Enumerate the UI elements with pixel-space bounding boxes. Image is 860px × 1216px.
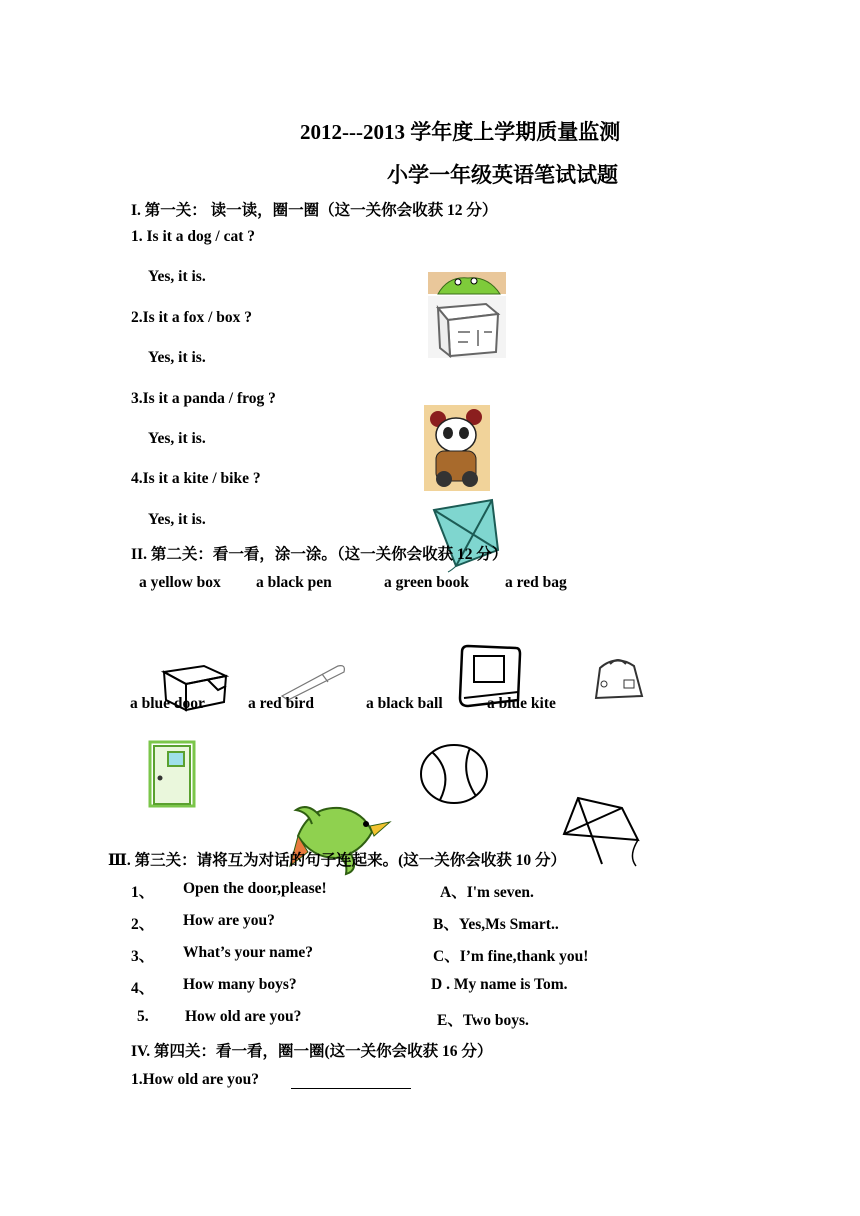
section-3-heading: Ⅲ. 第三关：请将互为对话的句子连起来。(这一关你会收获 10 分）	[108, 852, 567, 869]
match-left-2: How are you?	[183, 912, 275, 929]
color-label-6: a red bird	[248, 695, 315, 712]
color-label-7: a black ball	[366, 695, 443, 712]
bag-outline-icon	[586, 654, 652, 704]
panda-image	[424, 405, 490, 491]
color-label-2: a black pen	[256, 574, 332, 591]
answer-1: Yes, it is.	[148, 268, 206, 285]
page-title: 2012---2013 学年度上学期质量监测	[300, 120, 621, 144]
match-left-1: Open the door,please!	[183, 880, 327, 897]
section-4-heading: IV. 第四关：看一看，圈一圈(这一关你会收获 16 分）	[131, 1043, 493, 1060]
match-left-num-1: 1、	[131, 884, 155, 901]
pen-outline-icon	[276, 660, 350, 700]
match-right-3: C、I’m fine,thank you!	[433, 948, 589, 965]
box-image	[428, 296, 506, 358]
question-2: 2.Is it a fox / box ?	[131, 309, 252, 326]
question-4: 4.Is it a kite / bike ?	[131, 470, 261, 487]
match-right-2: B、Yes,Ms Smart..	[433, 916, 559, 933]
frog-image	[428, 272, 506, 294]
match-left-num-2: 2、	[131, 916, 155, 933]
color-label-3: a green book	[384, 574, 469, 591]
ball-outline-icon	[418, 742, 492, 806]
color-label-5: a blue door	[130, 695, 205, 712]
answer-2: Yes, it is.	[148, 349, 206, 366]
door-image	[146, 740, 198, 808]
section-1-heading: I. 第一关： 读一读，圈一圈（这一关你会收获 12 分）	[131, 202, 498, 219]
match-right-1: A、I'm seven.	[440, 884, 534, 901]
color-label-8: a blue kite	[487, 695, 556, 712]
question-3: 3.Is it a panda / frog ?	[131, 390, 276, 407]
match-left-num-4: 4、	[131, 980, 155, 997]
match-left-4: How many boys?	[183, 976, 297, 993]
match-left-3: What’s your name?	[183, 944, 314, 961]
answer-4: Yes, it is.	[148, 511, 206, 528]
answer-3: Yes, it is.	[148, 430, 206, 447]
section-4-question-1-text: 1.How old are you?	[131, 1071, 260, 1088]
section-4-question-1	[131, 1071, 411, 1089]
match-left-num-5: 5.	[137, 1008, 149, 1025]
color-label-1: a yellow box	[139, 574, 221, 591]
match-left-5: How old are you?	[185, 1008, 302, 1025]
color-label-4: a red bag	[505, 574, 567, 591]
match-right-4: D . My name is Tom.	[431, 976, 568, 993]
match-right-5: E、Two boys.	[437, 1012, 529, 1029]
kite-outline-icon	[558, 790, 644, 870]
answer-blank[interactable]	[291, 1072, 411, 1089]
page-subtitle: 小学一年级英语笔试试题	[387, 163, 618, 187]
section-2-heading: II. 第二关：看一看，涂一涂。（这一关你会收获 12 分）	[131, 546, 508, 563]
match-left-num-3: 3、	[131, 948, 155, 965]
question-1: 1. Is it a dog / cat ?	[131, 228, 255, 245]
